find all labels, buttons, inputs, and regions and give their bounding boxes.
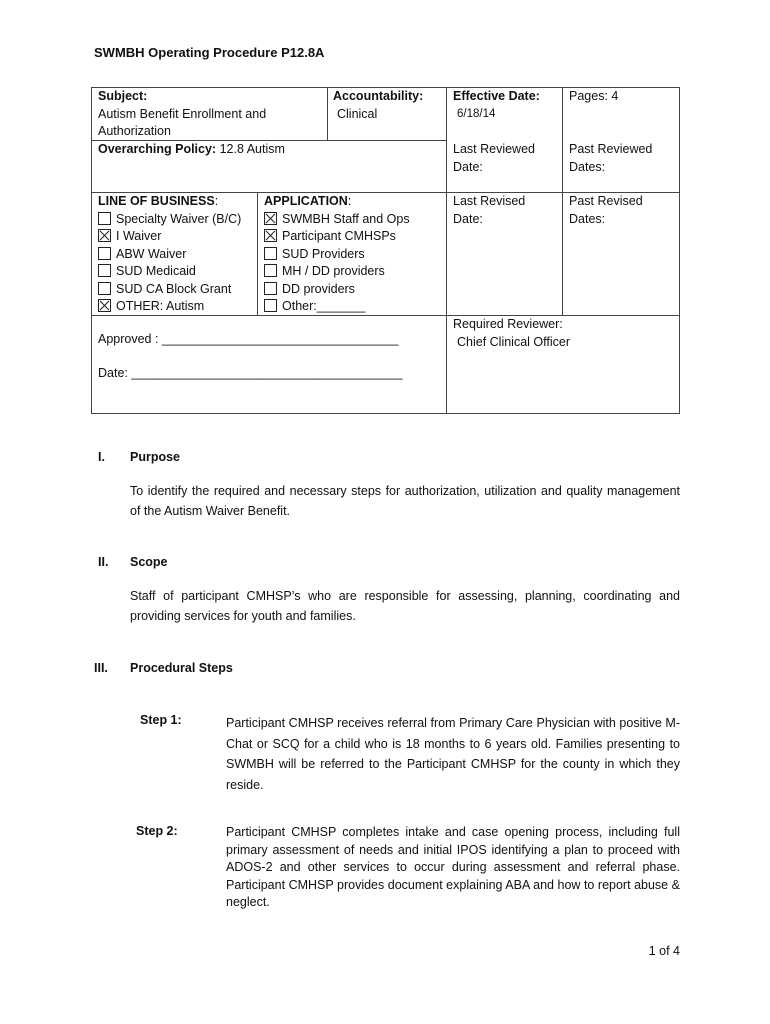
lob-item: Specialty Waiver (B/C): [98, 211, 241, 229]
effective-date-label: Effective Date:: [453, 89, 540, 103]
lob-item: OTHER: Autism: [98, 298, 241, 316]
section-title-scope: Scope: [130, 555, 168, 569]
application-item: SUD Providers: [264, 246, 410, 264]
last-revised-label: Last Revised: [453, 194, 526, 208]
lob-item: SUD CA Block Grant: [98, 281, 241, 299]
lob-item: SUD Medicaid: [98, 263, 241, 281]
application-item: MH / DD providers: [264, 263, 410, 281]
checkbox-lob-3[interactable]: [98, 264, 111, 277]
application-label: APPLICATION: [264, 194, 348, 208]
subject-value-cont: Authorization: [98, 124, 171, 138]
past-reviewed-label: Past Reviewed: [569, 142, 653, 156]
section-number: I.: [98, 450, 105, 464]
required-reviewer-value: Chief Clinical Officer: [457, 334, 571, 349]
section-title-purpose: Purpose: [130, 450, 181, 464]
checkbox-app-3[interactable]: [264, 264, 277, 277]
application-item: Participant CMHSPs: [264, 228, 410, 246]
approved-line[interactable]: Approved : __________________________________: [98, 332, 399, 346]
checkbox-app-4[interactable]: [264, 282, 277, 295]
checkbox-app-5[interactable]: [264, 299, 277, 312]
checkbox-lob-0[interactable]: [98, 212, 111, 225]
checkbox-lob-1[interactable]: [98, 229, 111, 242]
application-item: DD providers: [264, 281, 410, 299]
checkbox-lob-2[interactable]: [98, 247, 111, 260]
lob-label: LINE OF BUSINESS: [98, 194, 215, 208]
checkbox-app-0[interactable]: [264, 212, 277, 225]
scope-text: Staff of participant CMHSP’s who are responsible for assessing, planning, coordinating and providing services for youth and families.: [130, 589, 680, 623]
overarching-policy: [98, 141, 285, 159]
last-revised-date-label: Date:: [453, 211, 483, 226]
document-title: SWMBH Operating Procedure P12.8A: [94, 45, 325, 60]
step-2-label: Step 2:: [136, 824, 178, 838]
lob-item: I Waiver: [98, 228, 241, 246]
application-item: SWMBH Staff and Ops: [264, 211, 410, 229]
date-line[interactable]: Date: _______________________________________: [98, 366, 403, 380]
step-1-label: Step 1:: [140, 713, 182, 727]
past-revised-dates-label: Dates:: [569, 211, 606, 226]
checkbox-lob-4[interactable]: [98, 282, 111, 295]
effective-date-value: 6/18/14: [457, 107, 496, 120]
accountability-label: Accountability:: [333, 89, 424, 103]
section-number: II.: [98, 555, 109, 569]
past-reviewed-dates-label: Dates:: [569, 159, 606, 174]
step-2-text: Participant CMHSP completes intake and case opening process, including full primary assessment of needs and initial IPOS identifying a plan to proceed with ADOS-2 and other services to occur during assessment and referral phase. Participant CMHSP provides document explaining ABA and how to report abuse & neglect.: [226, 825, 680, 909]
section-title-procedural-steps: Procedural Steps: [130, 661, 233, 675]
last-reviewed-date-label: Date:: [453, 159, 483, 174]
line-of-business: LINE OF BUSINESS: Specialty Waiver (B/C) I Waiver ABW Waiver SUD Medicaid SUD CA Block Grant OTHER: Autism: [98, 193, 241, 316]
subject-label: Subject:: [98, 89, 148, 103]
page-number: 1 of 4: [648, 944, 680, 958]
purpose-text: To identify the required and necessary steps for authorization, utilization and quality management of the Autism Waiver Benefit.: [130, 484, 680, 518]
lob-item: ABW Waiver: [98, 246, 241, 264]
subject-value: Autism Benefit Enrollment and: [98, 106, 267, 121]
checkbox-lob-5[interactable]: [98, 299, 111, 312]
overarching-label: Overarching Policy:: [98, 142, 217, 156]
application: APPLICATION: SWMBH Staff and Ops Participant CMHSPs SUD Providers MH / DD providers DD providers Other:_______: [264, 193, 410, 316]
application-item: Other:_______: [264, 298, 410, 316]
required-reviewer-label: Required Reviewer:: [453, 317, 563, 331]
past-revised-label: Past Revised: [569, 194, 643, 208]
last-reviewed-label: Last Reviewed: [453, 142, 535, 156]
checkbox-app-2[interactable]: [264, 247, 277, 260]
accountability-value: Clinical: [337, 106, 378, 121]
pages-count: Pages: 4: [569, 89, 619, 103]
step-1-text: Participant CMHSP receives referral from Primary Care Physician with positive M-Chat or SCQ for a child who is 18 months to 6 years old. Families presenting to SWMBH will be referred to the Participant CMHSP for the county in which they reside.: [226, 716, 680, 792]
checkbox-app-1[interactable]: [264, 229, 277, 242]
overarching-value: 12.8 Autism: [216, 142, 285, 156]
section-number: III.: [94, 661, 108, 675]
